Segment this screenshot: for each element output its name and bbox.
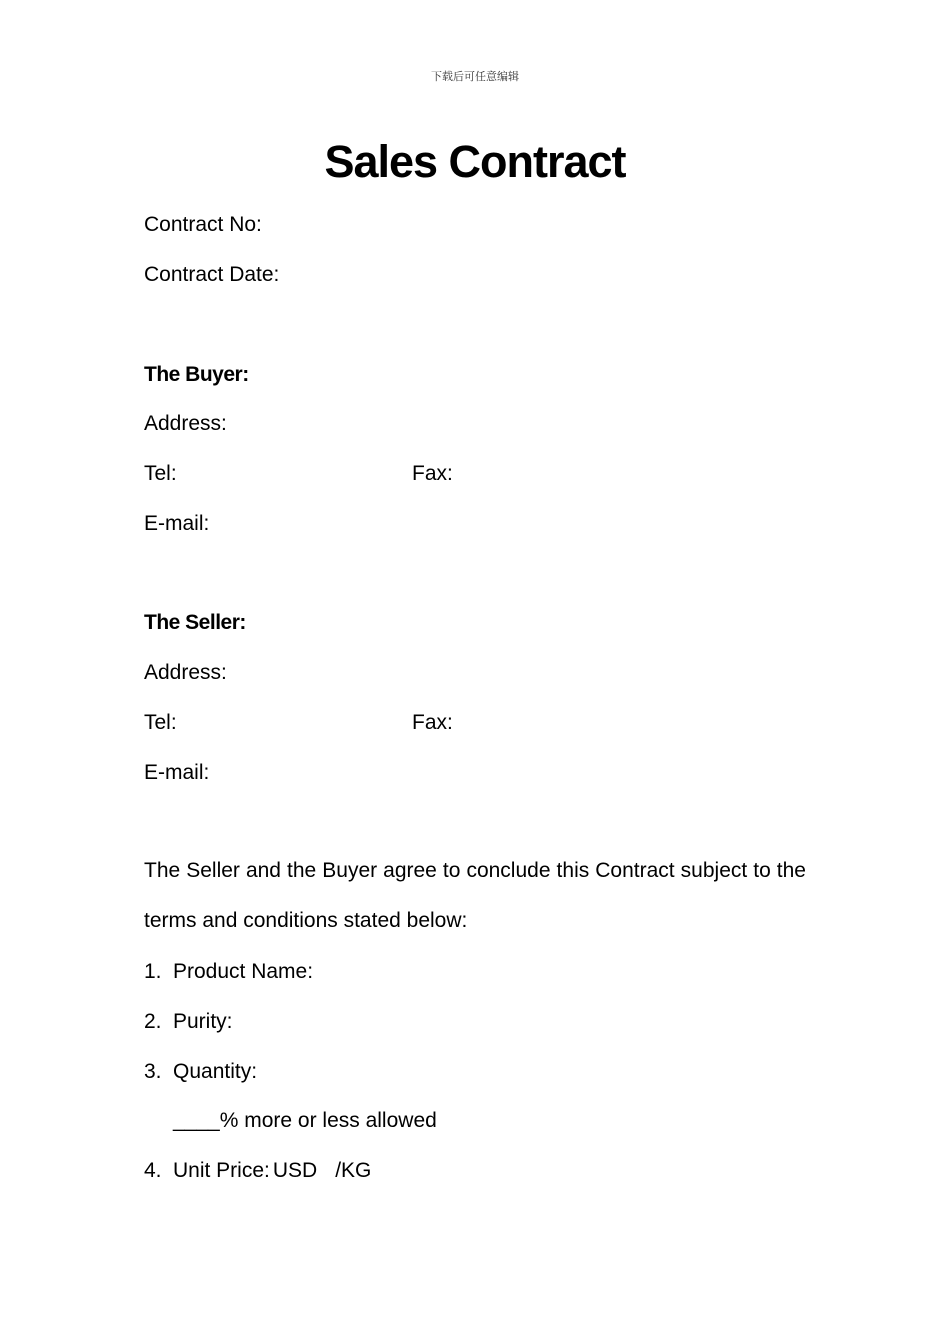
document-title: Sales Contract [324,136,626,187]
unit-price-currency: USD [272,1159,318,1182]
seller-fax-label: Fax: [412,711,453,734]
contract-number-label: Contract No: [144,213,262,236]
seller-email-label: E-mail: [144,761,210,784]
term-item [144,1158,371,1184]
buyer-tel-label: Tel: [144,462,177,485]
unit-price-unit: /KG [335,1159,372,1182]
term-number: 1. [144,960,162,983]
term-number: 4. [144,1159,162,1182]
term-item [144,1009,233,1035]
seller-contact-row [144,710,544,736]
buyer-fax-label: Fax: [412,462,453,485]
term-number: 3. [144,1060,162,1083]
seller-tel-label: Tel: [144,711,177,734]
header-note: 下载后可任意编辑 [431,70,519,83]
seller-heading: The Seller: [144,611,246,634]
intro-paragraph: The Seller and the Buyer agree to conclude this Contract subject to the terms and conditions stated below: [144,859,806,932]
buyer-email-label: E-mail: [144,512,210,535]
contract-date-label: Contract Date: [144,263,280,286]
term-label: Quantity: [173,1060,258,1083]
buyer-address-label: Address: [144,412,227,435]
term-tolerance-note: ____% more or less allowed [173,1109,437,1132]
seller-address-label: Address: [144,661,227,684]
term-item [144,1059,257,1085]
term-label: Purity: [173,1010,233,1033]
term-label: Product Name: [173,960,314,983]
buyer-heading: The Buyer: [144,363,249,386]
term-label: Unit Price: [173,1159,270,1182]
term-item [144,959,313,985]
term-number: 2. [144,1010,162,1033]
buyer-contact-row [144,461,544,487]
